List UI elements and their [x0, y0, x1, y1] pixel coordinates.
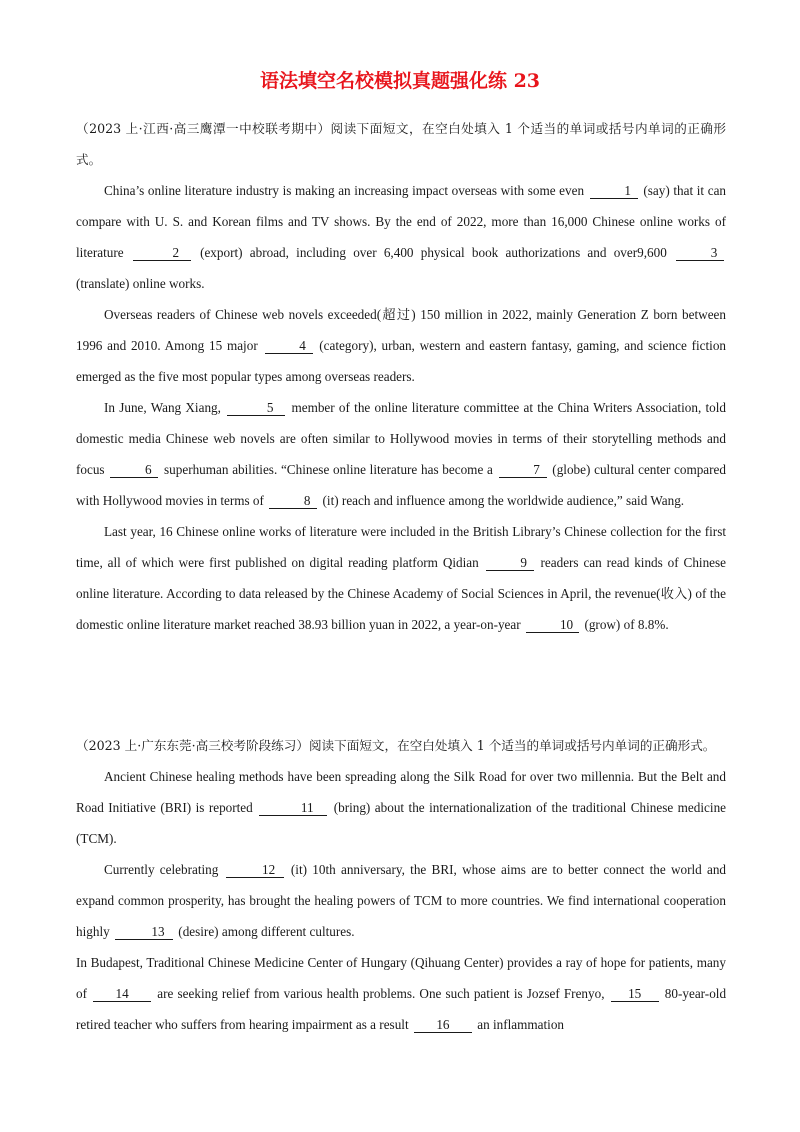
section-1-paragraph-3 [76, 392, 726, 516]
text: are seeking relief from various health problems. One such patient is Jozsef Frenyo, [157, 986, 605, 1001]
section-1 [76, 113, 726, 640]
text: superhuman abilities. “Chinese online literature has become a [164, 462, 493, 477]
text: readers can read kinds of Chinese online literature. According to data released by the Chinese Academy of Social Sciences in April, the revenue(收入) of the domestic online literature market reached 38.93 billion yuan in 2022, a year-on-year [76, 555, 727, 632]
text: an inflammation [477, 1017, 565, 1032]
blank-8[interactable]: 8 [269, 493, 317, 509]
section-2 [76, 730, 726, 1040]
blank-4[interactable]: 4 [265, 338, 313, 354]
blank-7[interactable]: 7 [499, 462, 547, 478]
section-2-paragraph-3 [76, 947, 726, 1040]
text: (category), urban, western and eastern fantasy, gaming, and science fiction emerged as the five most popular types among overseas readers. [76, 338, 727, 384]
text: (say) that it can compare with U. S. and Korean films and TV shows. By the end of 2022, more than 16,000 Chinese online works of literature [76, 183, 727, 260]
text: member of the online literature committee at the China Writers Association, told domestic media Chinese web novels are often similar to Hollywood movies in terms of their storytelling methods and focus [76, 400, 727, 477]
blank-10[interactable]: 10 [526, 617, 579, 633]
blank-15[interactable]: 15 [611, 986, 659, 1002]
text: (it) 10th anniversary, the BRI, whose aims are to better connect the world and expand common prosperity, has brought the healing powers of TCM to more countries. We find international cooperation highly [76, 862, 727, 939]
text: China’s online literature industry is making an increasing impact overseas with some even [104, 183, 585, 198]
section-1-source: （2023 上·江西·高三鹰潭一中校联考期中）阅读下面短文，在空白处填入 1 个适当的单词或括号内单词的正确形式。 [76, 121, 726, 167]
blank-12[interactable]: 12 [226, 862, 284, 878]
blank-13[interactable]: 13 [115, 924, 173, 940]
blank-9[interactable]: 9 [486, 555, 534, 571]
section-1-paragraph-1 [76, 175, 726, 299]
text: Last year, 16 Chinese online works of literature were included in the British Library’s Chinese collection for the first time, all of which were first published on digital reading platform Qidian [76, 524, 726, 570]
section-1-paragraph-2 [76, 299, 726, 392]
blank-1[interactable]: 1 [590, 183, 638, 199]
text: Currently celebrating [104, 862, 219, 877]
text: (globe) cultural center compared with Hollywood movies in terms of [76, 462, 727, 508]
text: (it) reach and influence among the worldwide audience,” said Wang. [322, 493, 685, 508]
text: (desire) among different cultures. [178, 924, 355, 939]
text: (translate) online works. [76, 276, 205, 291]
text: Ancient Chinese healing methods have been spreading along the Silk Road for over two millennia. But the Belt and Road Initiative (BRI) is reported [76, 769, 726, 815]
text: (export) abroad, including over 6,400 physical book authorizations and over9,600 [200, 245, 667, 260]
section-2-paragraph-2 [76, 854, 726, 947]
blank-5[interactable]: 5 [227, 400, 285, 416]
blank-6[interactable]: 6 [110, 462, 158, 478]
text: In Budapest, Traditional Chinese Medicine Center of Hungary (Qihuang Center) provides a ray of hope for patients, many of [76, 955, 726, 1001]
text: In June, Wang Xiang, [104, 400, 221, 415]
blank-14[interactable]: 14 [93, 986, 151, 1002]
text: (grow) of 8.8%. [584, 617, 669, 632]
page-title: 语法填空名校模拟真题强化练 23 [259, 70, 541, 92]
blank-11[interactable]: 11 [259, 800, 327, 816]
section-2-paragraph-1 [76, 761, 726, 854]
section-2-source: （2023 上·广东东莞·高三校考阶段练习）阅读下面短文，在空白处填入 1 个适当的单词或括号内单词的正确形式。 [76, 738, 716, 753]
blank-16[interactable]: 16 [414, 1017, 472, 1033]
blank-3[interactable]: 3 [676, 245, 724, 261]
section-1-paragraph-4 [76, 516, 726, 640]
blank-2[interactable]: 2 [133, 245, 191, 261]
text: Overseas readers of Chinese web novels exceeded(超过) 150 million in 2022, mainly Generation Z born between 1996 and 2010. Among 15 major [76, 307, 726, 353]
text: 80-year-old retired teacher who suffers from hearing impairment as a result [76, 986, 727, 1032]
text: (bring) about the internationalization of the traditional Chinese medicine (TCM). [76, 800, 727, 846]
